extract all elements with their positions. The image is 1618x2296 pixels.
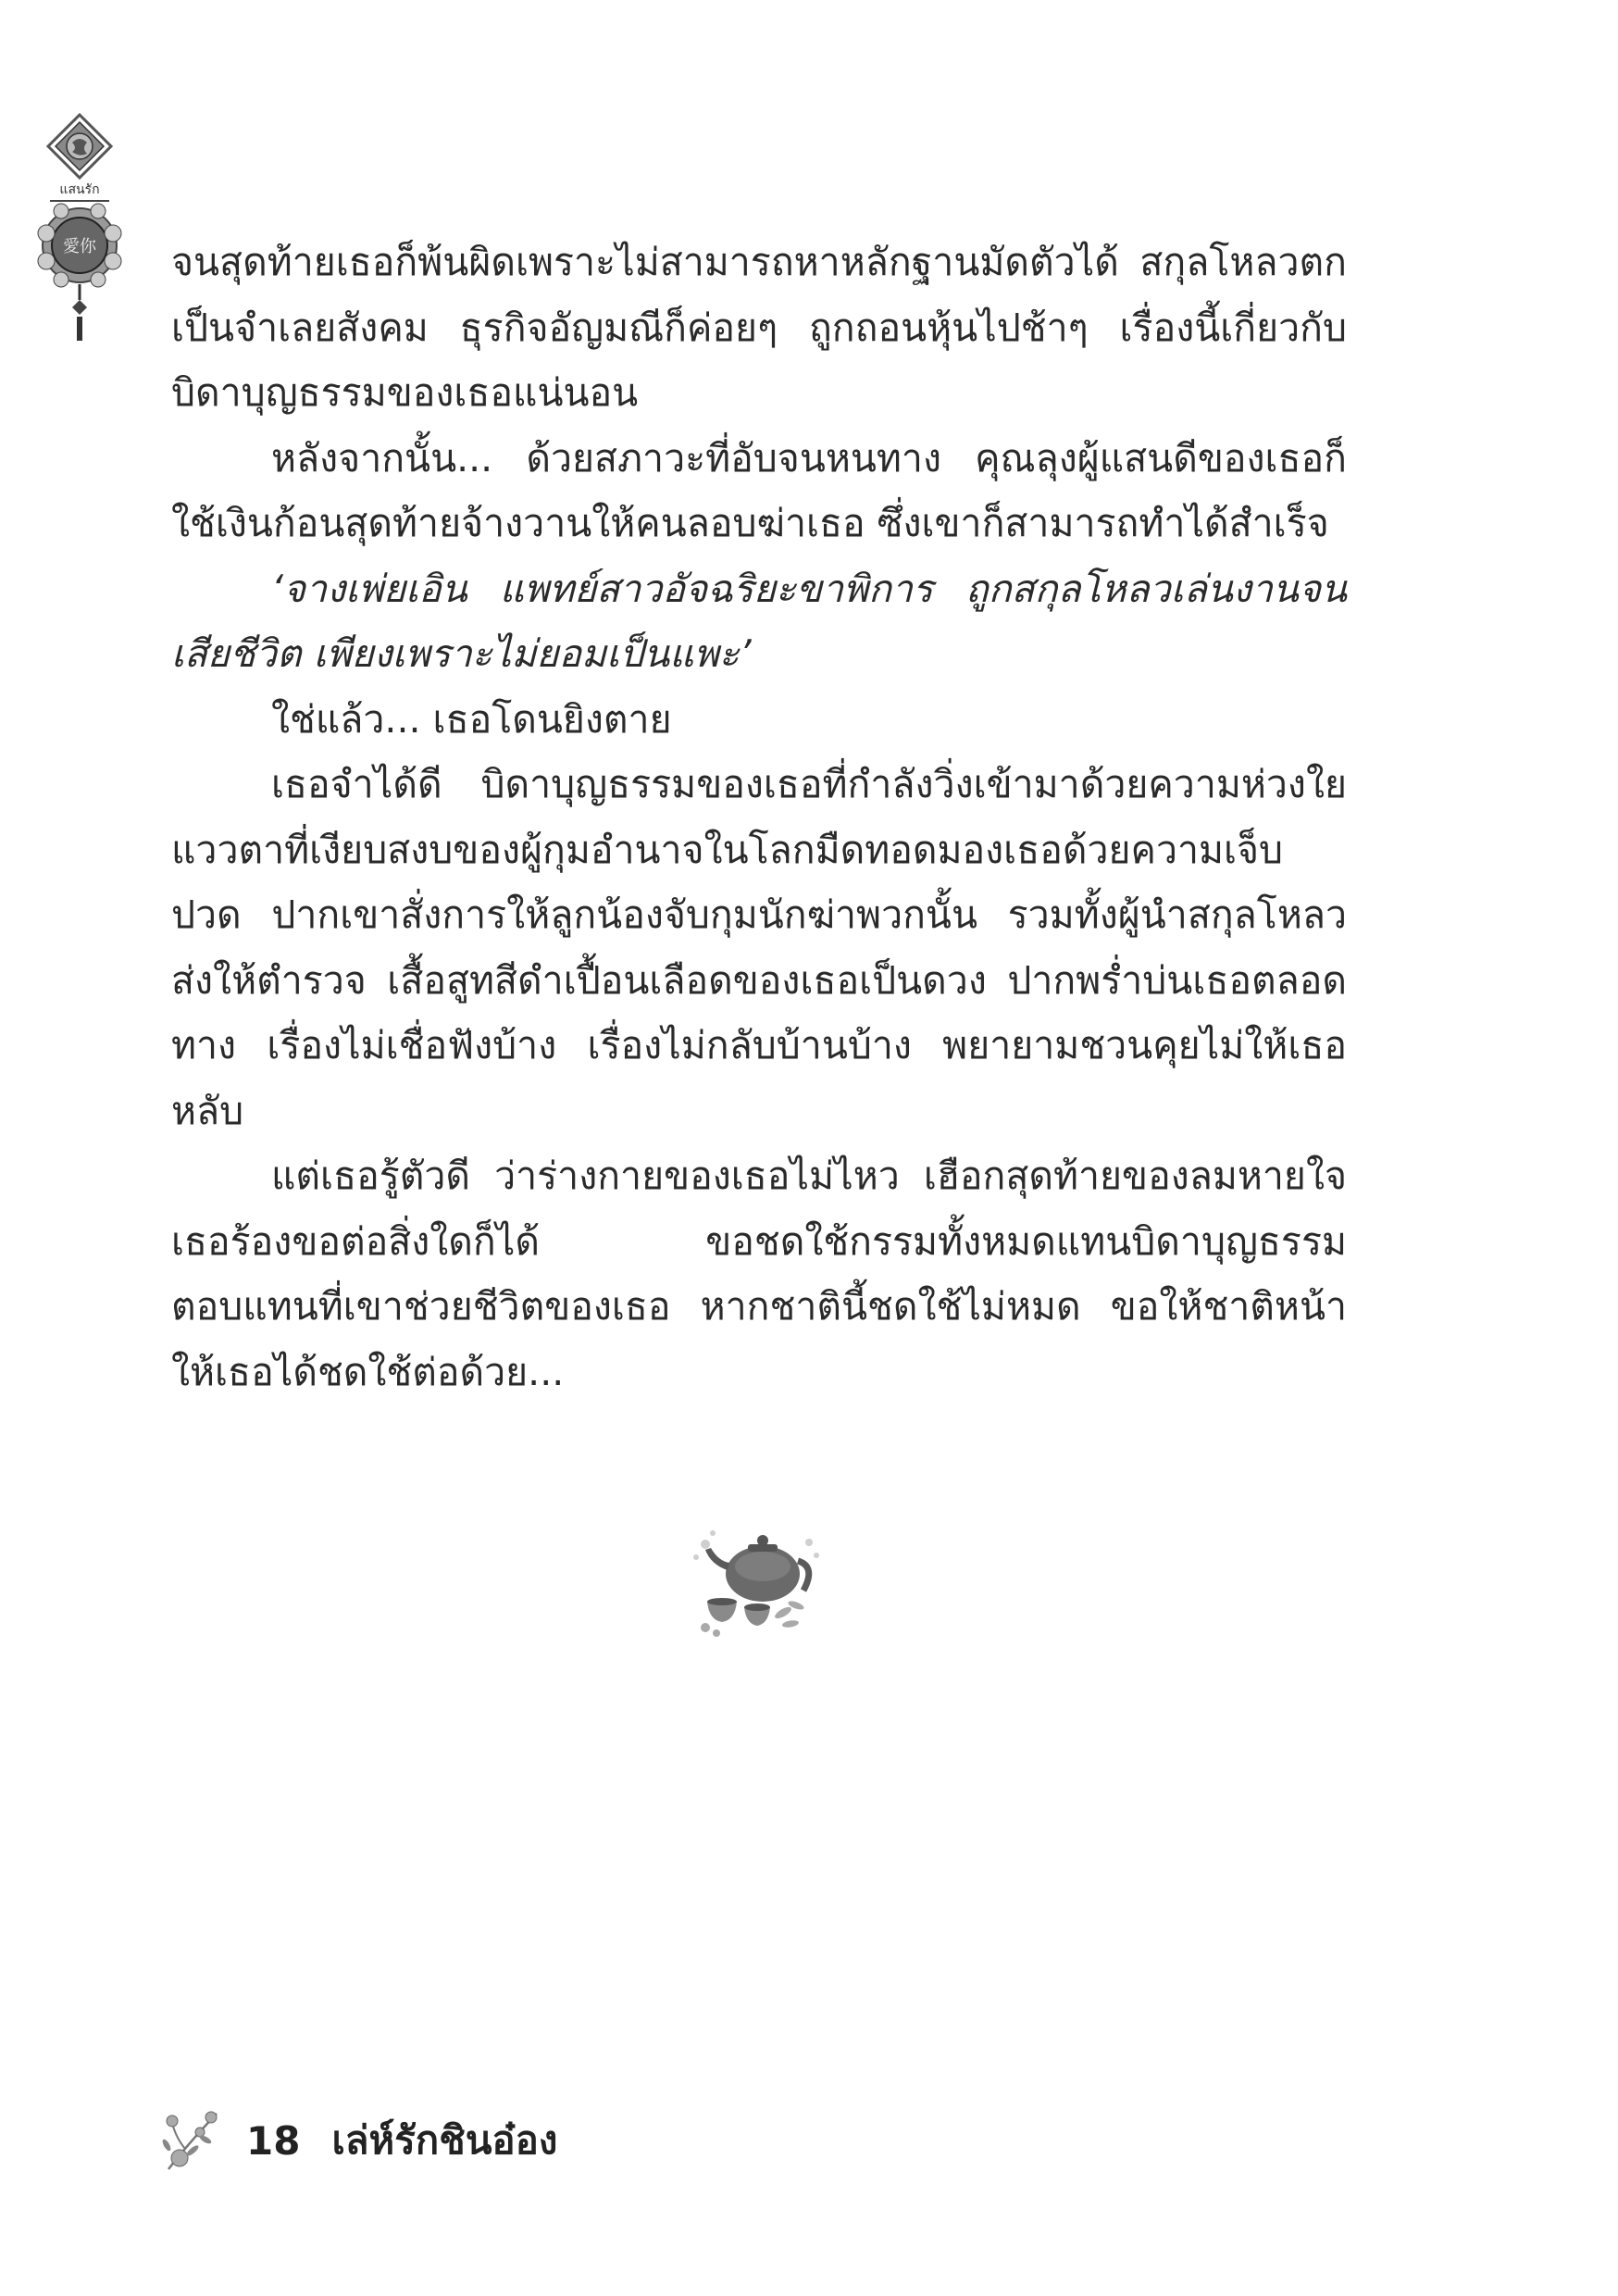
- paragraph-2: หลังจากนั้น... ด้วยสภาวะที่อับจนหนทาง คุณลุงผู้แสนดีของเธอก็ใช้เงินก้อนสุดท้ายจ้างวานให้คนลอบฆ่าเธอ ซึ่งเขาก็สามารถทำได้สำเร็จ: [171, 435, 1347, 545]
- ornament-label: แสนรัก: [59, 182, 100, 197]
- paragraph-1: จนสุดท้ายเธอก็พ้นผิดเพราะไม่สามารถหาหลักฐานมัดตัวได้ สกุลโหลวตกเป็นจำเลยสังคม ธุรกิจอัญมณีก็ค่อยๆ ถูกถอนหุ้นไปช้าๆ เรื่องนี้เกี่ยวกับบิดาบุญธรรมของเธอแน่นอน: [171, 240, 1347, 415]
- ornament-seal-text: 愛你: [63, 237, 96, 256]
- corner-ornament-icon: [33, 111, 126, 343]
- paragraph-5: เธอจำได้ดี บิดาบุญธรรมของเธอที่กำลังวิ่งเข้ามาด้วยความห่วงใย แววตาที่เงียบสงบของผู้กุมอำนาจในโลกมืดทอดมองเธอด้วยความเจ็บปวด ปากเขาสั่งการให้ลูกน้องจับกุมนักฆ่าพวกนั้น รวมทั้งผู้นำสกุลโหลวส่งให้ตำรวจ เสื้อสูทสีดำเปื้อนเลือดของเธอเป็นดวง ปากพร่ำบ่นเธอตลอดทาง เรื่องไม่เชื่อฟังบ้าง เรื่องไม่กลับบ้านบ้าง พยายามชวนคุยไม่ให้เธอหลับ: [171, 762, 1347, 1133]
- paragraph-4: ใช่แล้ว... เธอโดนยิงตาย: [271, 696, 672, 742]
- paragraph-6: แต่เธอรู้ตัวดี ว่าร่างกายของเธอไม่ไหว เฮือกสุดท้ายของลมหายใจ เธอร้องขอต่อสิ่งใดก็ได้ ขอชดใช้กรรมทั้งหมดแทนบิดาบุญธรรม ตอบแทนที่เขาช่วยชีวิตของเธอ หากชาตินี้ชดใช้ไม่หมด ขอให้ชาติหน้าให้เธอได้ชดใช้ต่อด้วย...: [171, 1154, 1347, 1394]
- flower-branch-icon: [159, 2104, 226, 2177]
- teapot-illustration-icon: [687, 1509, 826, 1648]
- page-number: 18: [246, 2117, 301, 2164]
- book-title: เล่ห์รักชินอ๋อง: [331, 2117, 558, 2163]
- body-text: [171, 230, 1347, 1404]
- paragraph-quote: ‘จางเพ่ยเอิน แพทย์สาวอัจฉริยะขาพิการ ถูกสกุลโหลวเล่นงานจนเสียชีวิต เพียงเพราะไม่ยอมเป็นแพะ’: [171, 566, 1347, 676]
- page-footer: [159, 2103, 557, 2177]
